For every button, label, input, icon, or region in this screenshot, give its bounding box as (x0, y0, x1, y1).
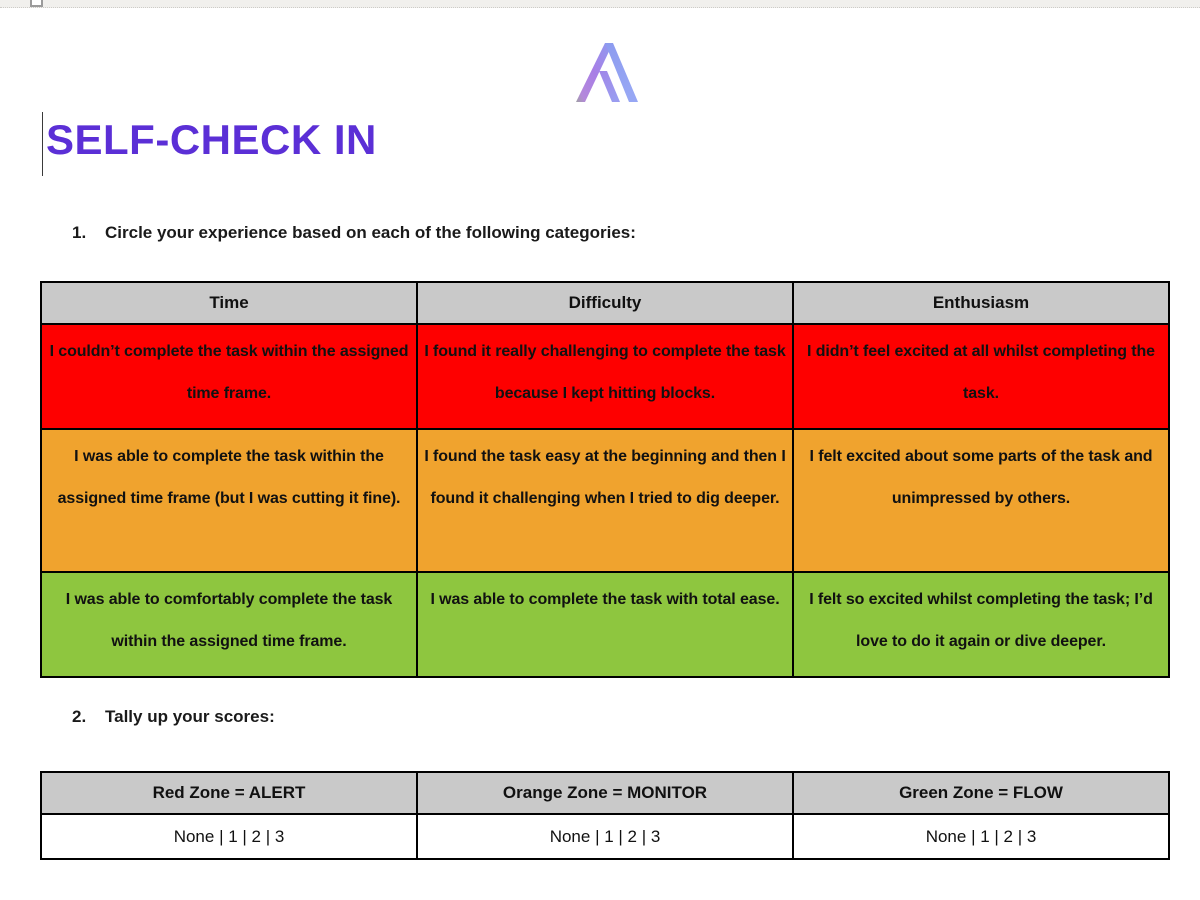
page-title: SELF-CHECK IN (46, 116, 377, 163)
red-time-cell: I couldn’t complete the task within the assigned time frame. (41, 324, 417, 429)
text-cursor (42, 112, 43, 176)
green-zone-row (41, 572, 1169, 677)
instruction-2 (72, 707, 275, 727)
categories-header-row (41, 282, 1169, 324)
header-green-zone: Green Zone = FLOW (793, 772, 1169, 814)
header-time: Time (41, 282, 417, 324)
orange-zone-row (41, 429, 1169, 572)
instruction-1 (72, 223, 636, 243)
ruler-indent-marker[interactable] (30, 0, 43, 7)
brand-logo-icon (571, 41, 643, 104)
green-enthusiasm-cell: I felt so excited whilst completing the task; I’d love to do it again or dive deeper. (793, 572, 1169, 677)
instruction-2-number: 2. (72, 707, 87, 726)
red-difficulty-cell: I found it really challenging to complete the task because I kept hitting blocks. (417, 324, 793, 429)
green-zone-score-options: None | 1 | 2 | 3 (793, 814, 1169, 859)
red-enthusiasm-cell: I didn’t feel excited at all whilst completing the task. (793, 324, 1169, 429)
editor-top-strip (0, 0, 1200, 8)
red-zone-score-options: None | 1 | 2 | 3 (41, 814, 417, 859)
categories-table (40, 281, 1170, 678)
orange-zone-score-options: None | 1 | 2 | 3 (417, 814, 793, 859)
scores-value-row (41, 814, 1169, 859)
instruction-1-number: 1. (72, 223, 87, 242)
orange-difficulty-cell: I found the task easy at the beginning and then I found it challenging when I tried to dig deeper. (417, 429, 793, 572)
header-difficulty: Difficulty (417, 282, 793, 324)
red-zone-row (41, 324, 1169, 429)
header-orange-zone: Orange Zone = MONITOR (417, 772, 793, 814)
orange-enthusiasm-cell: I felt excited about some parts of the task and unimpressed by others. (793, 429, 1169, 572)
green-difficulty-cell: I was able to complete the task with total ease. (417, 572, 793, 677)
scores-header-row (41, 772, 1169, 814)
header-red-zone: Red Zone = ALERT (41, 772, 417, 814)
orange-time-cell: I was able to complete the task within the assigned time frame (but I was cutting it fine). (41, 429, 417, 572)
header-enthusiasm: Enthusiasm (793, 282, 1169, 324)
instruction-2-text: Tally up your scores: (105, 707, 275, 726)
green-time-cell: I was able to comfortably complete the task within the assigned time frame. (41, 572, 417, 677)
instruction-1-text: Circle your experience based on each of the following categories: (105, 223, 636, 242)
scores-table (40, 771, 1170, 860)
